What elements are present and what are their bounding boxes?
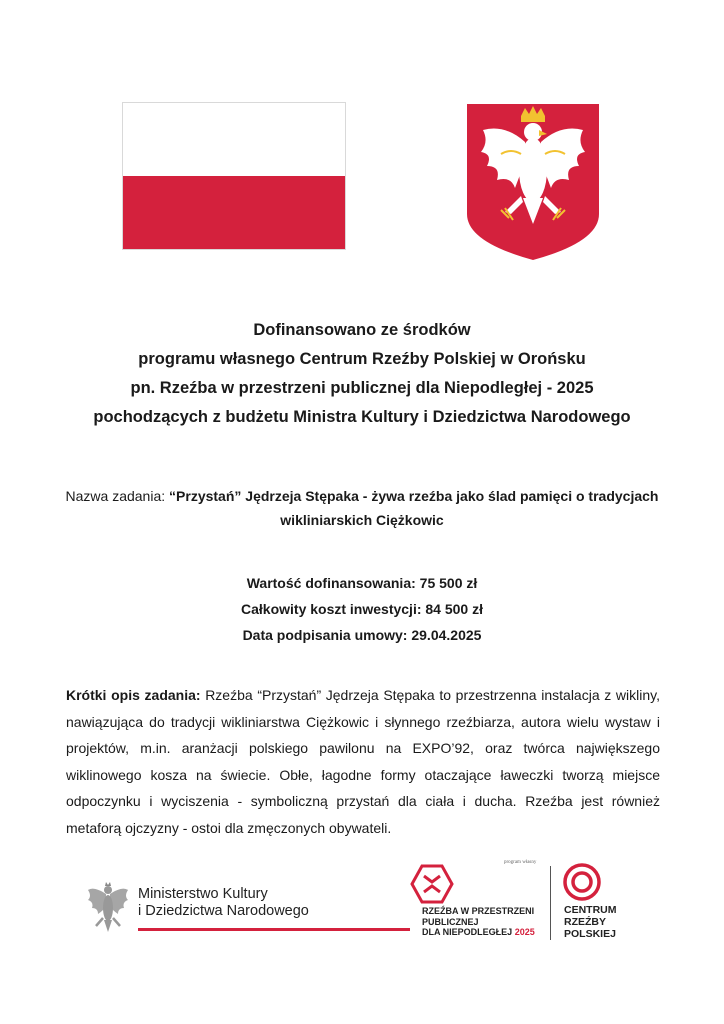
funding-heading [40, 316, 684, 432]
ministry-name-line-2: i Dziedzictwa Narodowego [138, 903, 309, 919]
polish-flag [122, 102, 346, 250]
program-name-line-1: RZEŹBA W PRZESTRZENI [422, 906, 535, 916]
program-hexagon-icon [410, 864, 454, 904]
ministry-logo [86, 880, 336, 936]
program-small-label: program własny [504, 860, 537, 865]
logo-separator [550, 866, 551, 940]
task-name-value-2: wikliniarskich Ciężkowic [280, 512, 444, 528]
program-name [422, 906, 535, 938]
task-name-label: Nazwa zadania: [65, 488, 170, 504]
white-eagle-emblem-icon [465, 102, 601, 262]
program-name-line-3-text: DLA NIEPODLEGŁEJ [422, 927, 513, 937]
crp-logo [560, 862, 640, 946]
program-logo [408, 860, 558, 950]
crp-name-line-2: RZEŹBY [564, 916, 606, 928]
task-name-line-1 [40, 484, 684, 508]
funding-amount: Wartość dofinansowania: 75 500 zł [246, 575, 478, 591]
flag-red-band [123, 176, 345, 249]
crp-name [564, 904, 617, 940]
description-text: Rzeźba “Przystań” Jędrzeja Stępaka to przestrzenna instalacja z wikliny, nawiązująca do tradycji wikliniarstwa Ciężkowic i słynnego rzeźbiarza, autora wielu wystaw i projektów, m.in. aranżacji polskiego pawilonu na EXPO’92, oraz twórca największego wiklinowego kosza na świecie. Obłe, łagodne formy otaczające ławeczki tworzą miejsce odpoczynku i wyciszenia - symboliczną przystań dla ciała i ducha. Rzeźba jest również metaforą ojczyzny - ostoi dla zmęczonych obywateli. [66, 687, 660, 836]
crp-name-line-1: CENTRUM [564, 904, 617, 916]
total-cost: Całkowity koszt inwestycji: 84 500 zł [241, 601, 483, 617]
funding-figures [40, 570, 684, 648]
ministry-name-line-1: Ministerstwo Kultury [138, 886, 268, 902]
task-name-value-1: “Przystań” Jędrzeja Stępaka - żywa rzeźba jako ślad pamięci o tradycjach [169, 488, 659, 504]
task-name [40, 484, 684, 532]
heading-line-3: pn. Rzeźba w przestrzeni publicznej dla Niepodległej - 2025 [130, 379, 594, 397]
heading-line-1: Dofinansowano ze środków [253, 321, 471, 339]
program-year: 2025 [514, 927, 535, 937]
ministry-eagle-icon [86, 880, 130, 934]
ministry-name [138, 886, 309, 920]
flag-white-band [123, 103, 345, 176]
program-name-line-2: PUBLICZNEJ [422, 916, 479, 927]
heading-line-4: pochodzących z budżetu Ministra Kultury i Dziedzictwa Narodowego [93, 408, 631, 426]
heading-line-2: programu własnego Centrum Rzeźby Polskiej w Orońsku [138, 350, 586, 368]
signing-date: Data podpisania umowy: 29.04.2025 [242, 627, 482, 643]
ministry-red-line [138, 928, 410, 931]
crp-ring-icon [562, 862, 602, 902]
task-description [66, 682, 660, 841]
description-label: Krótki opis zadania: [66, 687, 201, 703]
program-name-line-3 [422, 927, 535, 938]
crp-name-line-3: POLSKIEJ [564, 928, 616, 940]
